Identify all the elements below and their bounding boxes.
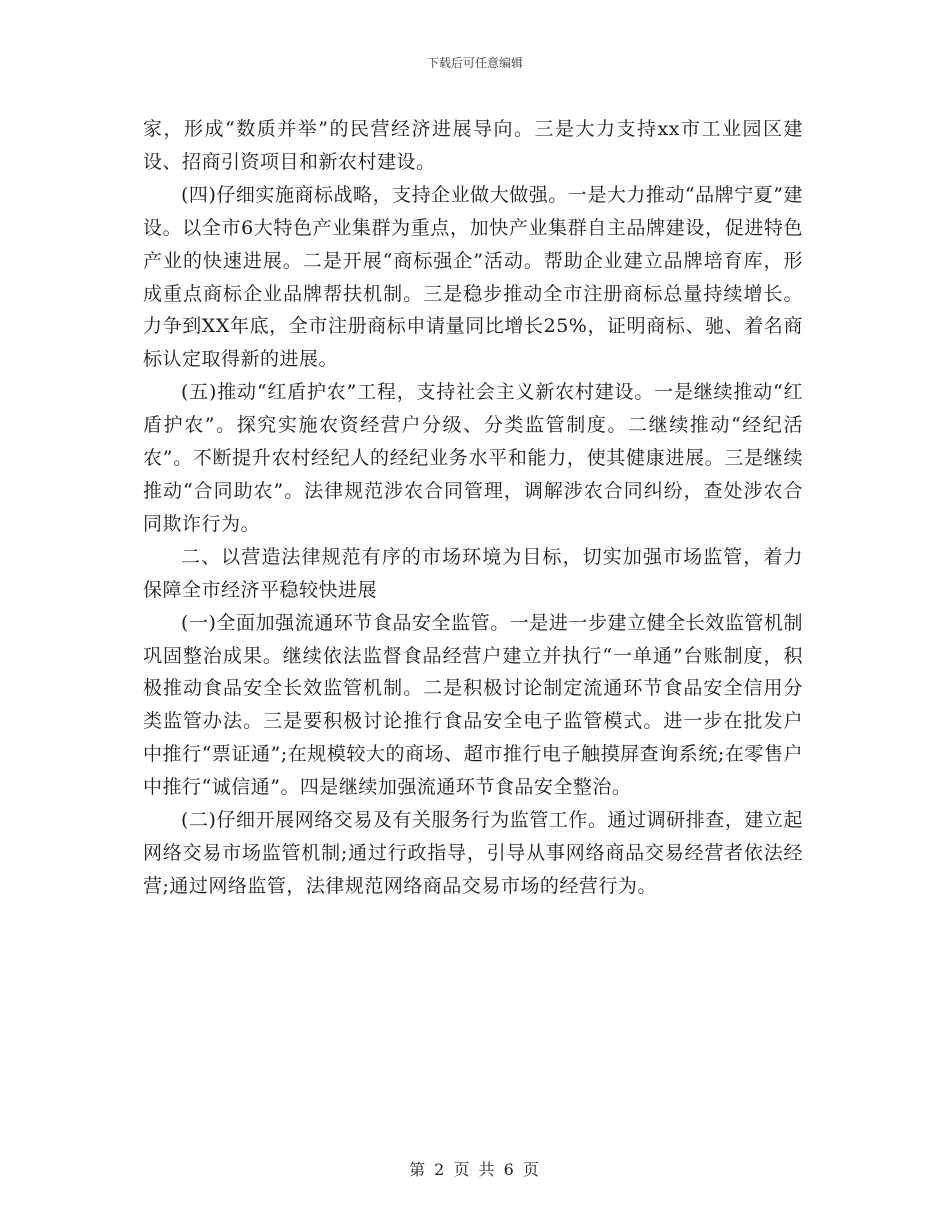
paragraph-1: 家，形成“数质并举”的民营经济进展导向。三是大力支持xx市工业园区建设、招商引资项目和新农村建设。 [143, 118, 803, 173]
paragraph-4: 二、以营造法律规范有序的市场环境为目标，切实加强市场监管，着力保障全市经济平稳较快进展 [143, 545, 803, 601]
paragraph-3: (五)推动“红盾护农”工程，支持社会主义新农村建设。一是继续推动“红盾护农”。探究实施农资经营户分级、分类监管制度。二继续推动“经纪活农”。不断提升农村经纪人的经纪业务水平和能力，使其健康进展。三是继续推动“合同助农”。法律规范涉农合同管理，调解涉农合同纠纷，查处涉农合同欺诈行为。 [143, 381, 803, 535]
paragraph-6: (二)仔细开展网络交易及有关服务行为监管工作。通过调研排查，建立起网络交易市场监管机制;通过行政指导，引导从事网络商品交易经营者依法经营;通过网络监管，法律规范网络商品交易市场的经营行为。 [143, 809, 803, 897]
page-header-note: 下载后可任意编辑 [426, 56, 523, 70]
paragraph-5: (一)全面加强流通环节食品安全监管。一是进一步建立健全长效监管机制巩固整治成果。继续依法监督食品经营户建立并执行“一单通”台账制度，积极推动食品安全长效监管机制。二是积极讨论制定流通环节食品安全信用分类监管办法。三是要积极讨论推行食品安全电子监管模式。进一步在批发户中推行“票证通”;在规模较大的商场、超市推行电子触摸屏查询系统;在零售户中推行“诚信通”。四是继续加强流通环节食品安全整治。 [143, 611, 803, 799]
paragraph-2: (四)仔细实施商标战略，支持企业做大做强。一是大力推动“品牌宁夏”建设。以全市6大特色产业集群为重点，加快产业集群自主品牌建设，促进特色产业的快速进展。二是开展“商标强企”活动。帮助企业建立品牌培育库，形成重点商标企业品牌帮扶机制。三是稳步推动全市注册商标总量持续增长。力争到XX年底，全市注册商标申请量同比增长25%，证明商标、驰、着名商标认定取得新的进展。 [143, 183, 803, 371]
page-number: 第 2 页 共 6 页 [409, 1160, 541, 1179]
document-body [143, 113, 803, 903]
